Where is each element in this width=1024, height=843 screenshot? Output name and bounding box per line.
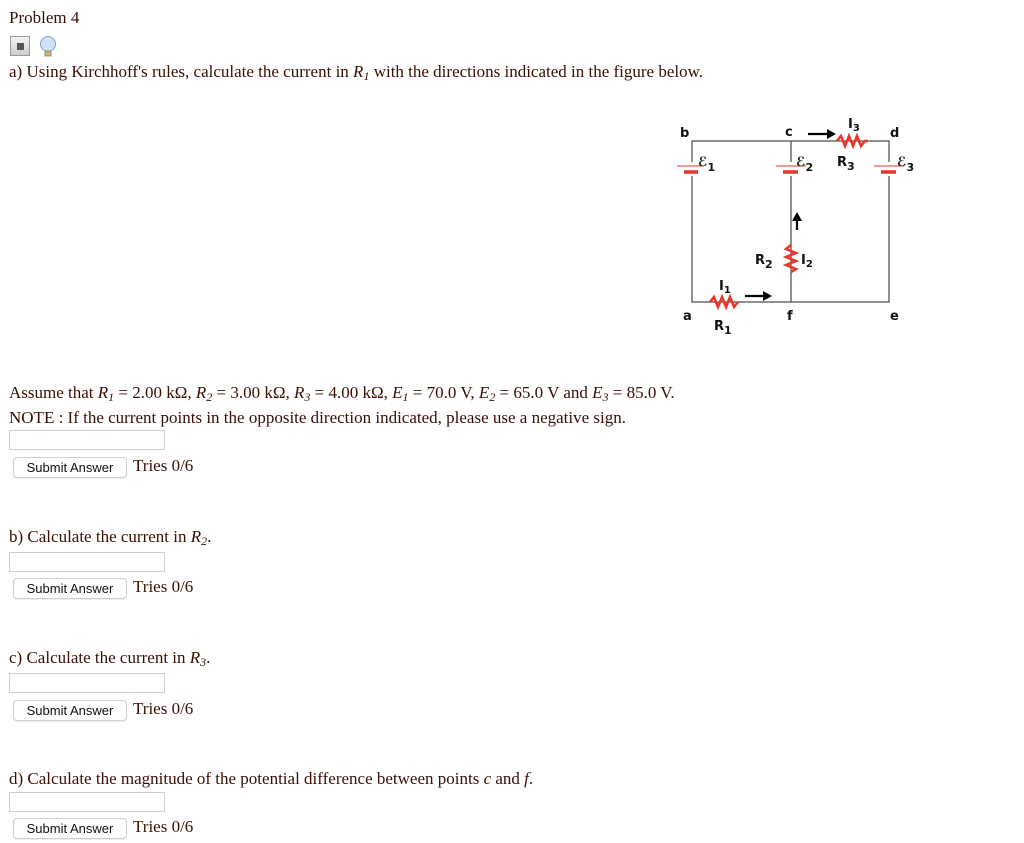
math-variable: $E_2$ (478, 383, 496, 404)
text-segment: = 85.0 V. (608, 383, 675, 402)
tries-counter-b: Tries 0/6 (133, 577, 194, 596)
math-variable: $R_2$ (190, 527, 208, 548)
text-segment: . (528, 769, 534, 788)
text-segment: = 3.00 kΩ, (212, 383, 295, 402)
answer-input-d[interactable] (9, 792, 165, 812)
math-variable: $R_3$ (189, 648, 207, 669)
emf1-label: ℰ$_1$ (698, 155, 716, 174)
node-e: e (890, 309, 899, 324)
text-segment: c) Calculate the current in (9, 648, 190, 667)
math-variable: $R_2$ (195, 383, 213, 404)
tries-counter-d: Tries 0/6 (133, 817, 194, 836)
arrow-i1-icon (745, 291, 772, 301)
submit-answer-button-c[interactable]: Submit Answer (13, 700, 127, 721)
node-b: b (680, 126, 690, 141)
answer-input-b[interactable] (9, 552, 165, 572)
text-segment: b) Calculate the current in (9, 527, 191, 546)
given-values (9, 383, 675, 403)
math-variable: $R_1$ (353, 62, 370, 83)
math-variable: $E_3$ (592, 383, 609, 404)
text-segment: d) Calculate the magnitude of the potential difference between points (9, 769, 484, 788)
emf3-label: ℰ$_3$ (897, 155, 915, 174)
tries-counter-c: Tries 0/6 (133, 699, 194, 718)
i2-label: $I_2$ (801, 253, 813, 270)
node-d: d (890, 126, 900, 141)
answer-input-a[interactable] (9, 430, 165, 450)
text-segment: . (206, 648, 211, 667)
submit-answer-button-d[interactable]: Submit Answer (13, 818, 127, 839)
tries-counter-a: Tries 0/6 (133, 456, 194, 475)
text-segment: = 65.0 V and (495, 383, 593, 402)
arrow-i2-icon (792, 212, 802, 230)
submit-answer-button-a[interactable]: Submit Answer (13, 457, 127, 478)
submit-answer-button-b[interactable]: Submit Answer (13, 578, 127, 599)
math-variable: c (483, 769, 492, 788)
problem-title: Problem 4 (9, 8, 80, 27)
text-segment: . (207, 527, 212, 546)
math-variable: f (524, 769, 529, 788)
text-segment: = 4.00 kΩ, (310, 383, 393, 402)
math-variable: $R_3$ (294, 383, 311, 404)
r2-label: $R_2$ (755, 253, 773, 271)
answer-input-c[interactable] (9, 673, 165, 693)
node-c: c (785, 125, 793, 140)
math-variable: $R_1$ (97, 383, 115, 404)
text-segment: with the directions indicated in the figure below. (369, 62, 704, 81)
part-c-question (9, 648, 210, 668)
r1-label: $R_1$ (714, 319, 732, 337)
tool-icon[interactable] (10, 36, 30, 56)
text-segment: = 2.00 kΩ, (114, 383, 196, 402)
part-b-question (9, 527, 211, 547)
r3-label: $R_3$ (837, 155, 855, 173)
note-text: NOTE : If the current points in the opposite direction indicated, please use a negative sign. (9, 408, 627, 427)
math-variable: $E_1$ (392, 383, 409, 404)
text-segment: and (491, 769, 525, 788)
node-f: f (787, 309, 793, 324)
text-segment: = 70.0 V, (408, 383, 479, 402)
i3-label: $I_3$ (848, 117, 860, 134)
circuit-diagram (660, 100, 940, 345)
text-segment: Assume that (9, 383, 98, 402)
emf2-label: ℰ$_2$ (796, 155, 814, 174)
part-d-question (9, 769, 533, 789)
i1-label: $I_1$ (719, 279, 731, 296)
lightbulb-hint-icon[interactable] (38, 36, 58, 63)
node-a: a (683, 309, 692, 324)
part-a-question (9, 62, 703, 82)
text-segment: a) Using Kirchhoff's rules, calculate the current in (9, 62, 354, 81)
arrow-i3-icon (808, 129, 836, 139)
